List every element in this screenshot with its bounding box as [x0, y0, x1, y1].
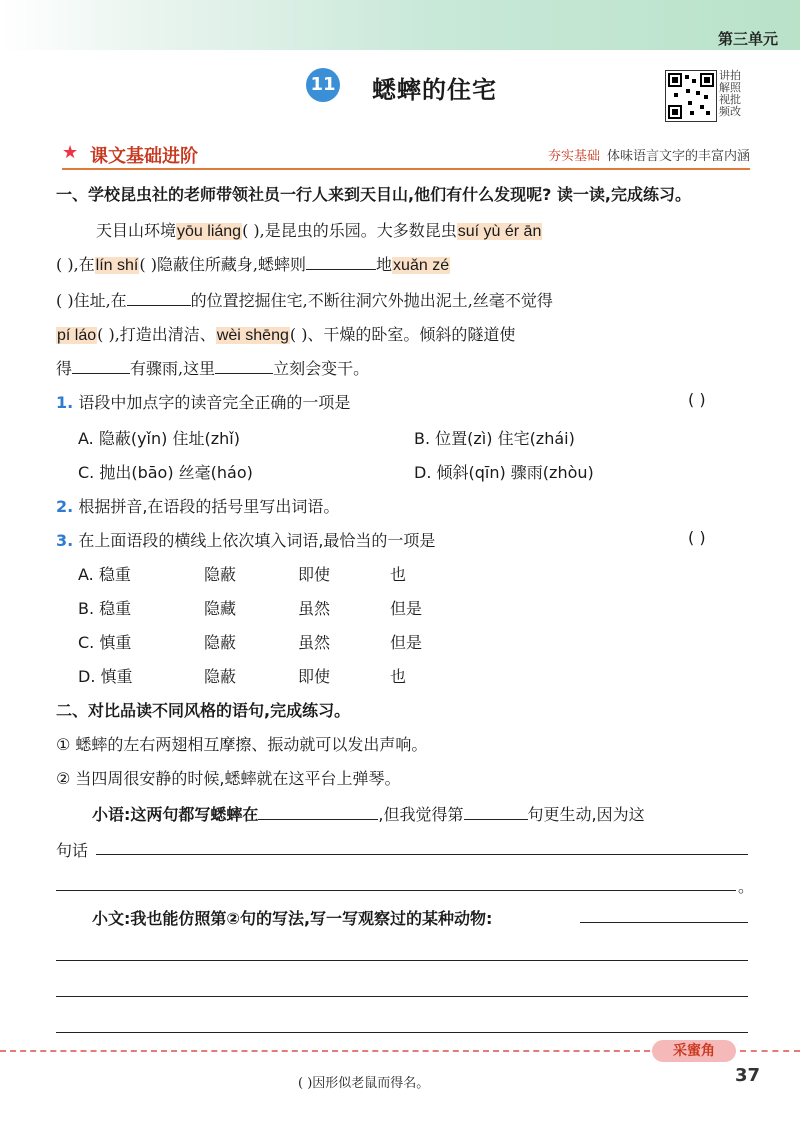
page-number: 37 [735, 1065, 761, 1086]
section-tag: 夯实基础 [547, 149, 600, 164]
qr-caption: 讲拍解照视批频改 [719, 69, 741, 118]
header-band [0, 0, 800, 50]
footer-text: ( )因形似老鼠而得名。 [298, 1076, 430, 1091]
q3-cell: 隐蔽 [204, 633, 237, 652]
section-header [62, 140, 750, 170]
lesson-title: 蟋蟀的住宅 [372, 76, 497, 104]
star-icon: ★ [62, 142, 79, 163]
answer-line[interactable] [56, 1032, 748, 1033]
pinyin-xuanze: xuǎn zé [393, 257, 450, 274]
blank-1[interactable] [306, 255, 376, 270]
section-subtitle: 体味语言文字的丰富内涵 [606, 149, 750, 164]
q3-cell: B. 稳重 [78, 599, 132, 618]
question-1: 1. 语段中加点字的读音完全正确的一项是 [56, 393, 351, 412]
answer-paren-q1[interactable]: ( ) [688, 390, 706, 409]
q3-cell: 但是 [390, 599, 423, 618]
pinyin-pilao: pí láo [57, 327, 97, 344]
blank-3[interactable] [72, 359, 130, 374]
q1-option-d[interactable]: D. 倾斜(qīn) 骤雨(zhòu) [414, 463, 594, 482]
passage-line-2: ( ),在lín shí( )隐蔽住所藏身,蟋蟀则 地xuǎn zé [56, 255, 450, 274]
footer-divider [0, 1050, 650, 1052]
q3-cell: 也 [390, 667, 407, 686]
unit-label: 第三单元 [717, 30, 778, 48]
passage-line-3: ( )住址,在 的位置挖掘住宅,不断往洞穴外抛出泥土,丝毫不觉得 [56, 291, 553, 310]
period: 。 [738, 877, 755, 896]
xiaoyu-line: 小语:这两句都写蟋蟀在 ,但我觉得第 句更生动,因为这 [92, 805, 645, 824]
lesson-number-badge: 11 [306, 68, 340, 102]
q3-cell: 隐蔽 [204, 667, 237, 686]
xiaowen-line: 小文:我也能仿照第②句的写法,写一写观察过的某种动物: [92, 909, 493, 928]
answer-line[interactable] [56, 890, 736, 891]
part1-heading: 一、学校昆虫社的老师带领社员一行人来到天目山,他们有什么发现呢? 读一读,完成练习。 [56, 185, 692, 204]
sentence-1: ① 蟋蟀的左右两翅相互摩擦、振动就可以发出声响。 [56, 735, 428, 754]
footer-divider [740, 1050, 800, 1052]
passage-line-1: 天目山环境yōu liáng( ),是昆虫的乐园。大多数昆虫suí yù ér ān [96, 221, 542, 240]
sentence-2: ② 当四周很安静的时候,蟋蟀就在这平台上弹琴。 [56, 769, 401, 788]
q3-cell: 隐蔽 [204, 565, 237, 584]
answer-line[interactable] [56, 996, 748, 997]
qr-code-icon[interactable] [665, 70, 717, 122]
answer-line[interactable] [56, 960, 748, 961]
q3-cell: 隐藏 [204, 599, 237, 618]
q3-cell: C. 慎重 [78, 633, 132, 652]
q3-cell: 虽然 [298, 599, 331, 618]
pinyin-suiyueran: suí yù ér ān [457, 223, 542, 240]
blank-xiaoyu-2[interactable] [464, 805, 528, 820]
q3-cell: 即使 [298, 565, 331, 584]
q3-cell: 但是 [390, 633, 423, 652]
passage-line-5: 得 有骤雨,这里 立刻会变干。 [56, 359, 370, 378]
q1-option-c[interactable]: C. 抛出(bāo) 丝毫(háo) [78, 463, 253, 482]
question-3: 3. 在上面语段的横线上依次填入词语,最恰当的一项是 [56, 531, 436, 550]
question-2: 2. 根据拼音,在语段的括号里写出词语。 [56, 497, 340, 516]
answer-paren-q3[interactable]: ( ) [688, 528, 706, 547]
q3-cell: 虽然 [298, 633, 331, 652]
xiaoyu-line-2-label: 句话 [56, 841, 89, 860]
q1-option-b[interactable]: B. 位置(zì) 住宅(zhái) [414, 429, 575, 448]
part2-heading: 二、对比品读不同风格的语句,完成练习。 [56, 701, 351, 720]
q1-option-a[interactable]: A. 隐蔽(yǐn) 住址(zhǐ) [78, 429, 240, 448]
pinyin-weisheng: wèi shēng [216, 327, 289, 344]
q3-cell: D. 慎重 [78, 667, 133, 686]
q3-cell: 也 [390, 565, 407, 584]
answer-line[interactable] [580, 922, 748, 923]
answer-line[interactable] [96, 854, 748, 855]
passage-line-4: pí láo( ),打造出清洁、wèi shēng( )、干燥的卧室。倾斜的隧道使 [57, 325, 516, 344]
blank-4[interactable] [215, 359, 273, 374]
footer-badge: 采蜜角 [652, 1040, 736, 1062]
q3-cell: A. 稳重 [78, 565, 131, 584]
pinyin-youliang: yōu liáng [177, 223, 242, 240]
blank-2[interactable] [127, 291, 191, 306]
pinyin-linshi: lín shí [95, 257, 139, 274]
blank-xiaoyu-1[interactable] [258, 805, 378, 820]
q3-cell: 即使 [298, 667, 331, 686]
section-title: 课文基础进阶 [90, 146, 198, 167]
